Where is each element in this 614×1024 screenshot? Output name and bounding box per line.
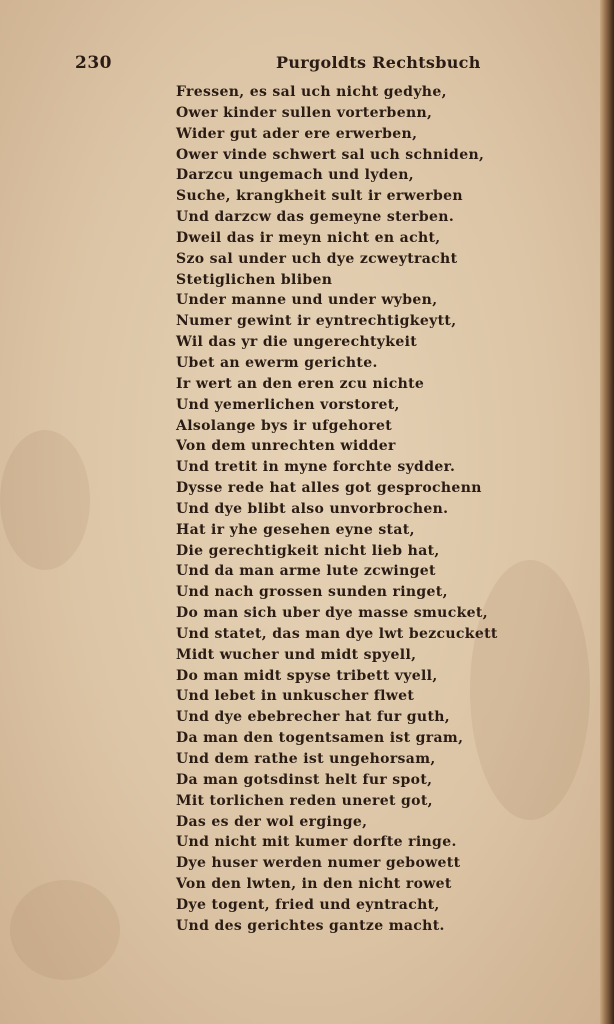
verse-line: Und darzcw das gemeyne sterben.	[176, 209, 455, 226]
verse-line: Und nicht mit kumer dorfte ringe.	[176, 834, 457, 851]
verse-line: Darzcu ungemach und lyden,	[176, 167, 414, 184]
poem-verse	[176, 82, 498, 937]
verse-line: Ir wert an den eren zcu nichte	[176, 375, 425, 392]
verse-line: Wider gut ader ere erwerben,	[176, 125, 418, 142]
verse-line: Das es der wol erginge,	[176, 813, 368, 830]
paper-stain	[0, 430, 90, 570]
verse-line: Midt wucher und midt spyell,	[176, 646, 417, 663]
verse-line: Und dye blibt also unvorbrochen.	[176, 500, 449, 517]
verse-line: Und dem rathe ist ungehorsam,	[176, 751, 436, 767]
verse-line: Mit torlichen reden uneret got,	[176, 792, 433, 809]
verse-line: Von dem unrechten widder	[176, 438, 396, 455]
verse-line: Under manne und under wyben,	[176, 292, 438, 309]
verse-line: Dye huser werden numer gebowett	[176, 855, 461, 872]
page-number: 230	[75, 53, 112, 73]
verse-line: Dysse rede hat alles got gesprochenn	[176, 480, 482, 497]
verse-line: Da man gotsdinst helt fur spot,	[176, 771, 433, 788]
paper-stain	[10, 880, 120, 980]
verse-line: Hat ir yhe gesehen eyne stat,	[176, 521, 415, 538]
verse-line: Ower kinder sullen vorterbenn,	[176, 104, 433, 121]
verse-line: Do man sich uber dye masse smucket,	[176, 605, 488, 622]
verse-line: Szo sal under uch dye zcweytracht	[176, 250, 458, 267]
verse-line: Suche, krangkheit sult ir erwerben	[176, 188, 463, 205]
verse-line: Und des gerichtes gantze macht.	[176, 917, 445, 934]
verse-line: Und dye ebebrecher hat fur guth,	[176, 709, 451, 726]
verse-line: Do man midt spyse tribett vyell,	[176, 667, 438, 684]
verse-line: Stetiglichen bliben	[176, 271, 333, 288]
verse-line: Ubet an ewerm gerichte.	[176, 354, 378, 371]
verse-line: Alsolange bys ir ufgehoret	[176, 417, 393, 434]
verse-line: Und lebet in unkuscher flwet	[176, 688, 415, 705]
verse-line: Und nach grossen sunden ringet,	[176, 584, 448, 601]
verse-line: Und yemerlichen vorstoret,	[176, 396, 400, 413]
verse-line: Und da man arme lute zcwinget	[176, 563, 436, 580]
verse-line: Wil das yr die ungerechtykeit	[176, 334, 418, 351]
running-head: Purgoldts Rechtsbuch	[276, 53, 481, 72]
verse-line: Dye togent, fried und eyntracht,	[176, 896, 440, 913]
verse-line: Dweil das ir meyn nicht en acht,	[176, 229, 441, 246]
verse-line: Und tretit in myne forchte sydder.	[176, 459, 456, 476]
verse-line: Numer gewint ir eyntrechtigkeytt,	[176, 313, 457, 330]
page-edge	[600, 0, 614, 1024]
verse-line: Und statet, das man dye lwt bezcuckett	[176, 625, 498, 642]
verse-line: Ower vinde schwert sal uch schniden,	[176, 146, 485, 163]
verse-line: Da man den togentsamen ist gram,	[176, 730, 464, 747]
verse-line: Die gerechtigkeit nicht lieb hat,	[176, 542, 440, 559]
verse-line: Von den lwten, in den nicht rowet	[176, 876, 452, 893]
verse-line: Fressen, es sal uch nicht gedyhe,	[176, 84, 447, 100]
